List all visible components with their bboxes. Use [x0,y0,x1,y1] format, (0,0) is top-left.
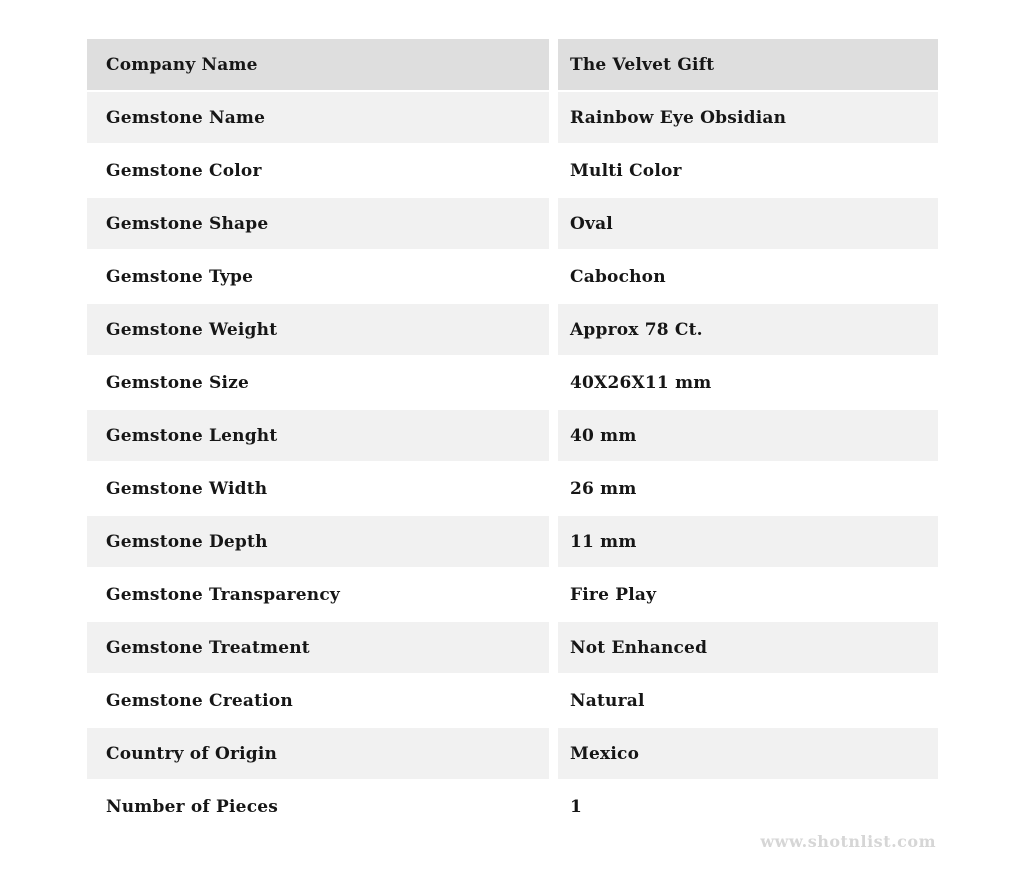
table-row [87,251,938,304]
table-row [87,92,938,145]
gemstone-spec-table [87,39,938,834]
row-label: Gemstone Color [87,145,549,198]
row-label: Gemstone Lenght [87,410,549,463]
table-row [87,516,938,569]
table-row [87,781,938,834]
table-row [87,463,938,516]
row-value: 40X26X11 mm [549,357,938,410]
table-row [87,198,938,251]
row-value: Cabochon [549,251,938,304]
row-value: The Velvet Gift [549,39,938,92]
row-label: Gemstone Transparency [87,569,549,622]
row-value: Oval [549,198,938,251]
table-row [87,410,938,463]
row-value: Rainbow Eye Obsidian [549,92,938,145]
row-label: Gemstone Type [87,251,549,304]
row-value: Not Enhanced [549,622,938,675]
row-label: Company Name [87,39,549,92]
row-value: 26 mm [549,463,938,516]
row-label: Gemstone Weight [87,304,549,357]
row-value: Mexico [549,728,938,781]
row-label: Country of Origin [87,728,549,781]
table-row [87,622,938,675]
row-label: Gemstone Width [87,463,549,516]
table-row [87,145,938,198]
watermark: www.shotnlist.com [760,832,936,851]
row-value: 40 mm [549,410,938,463]
row-label: Gemstone Treatment [87,622,549,675]
table-row [87,675,938,728]
table-row [87,728,938,781]
row-label: Gemstone Name [87,92,549,145]
row-label: Gemstone Depth [87,516,549,569]
row-label: Number of Pieces [87,781,549,834]
row-label: Gemstone Shape [87,198,549,251]
row-value: Natural [549,675,938,728]
row-value: 1 [549,781,938,834]
row-label: Gemstone Size [87,357,549,410]
table-row [87,304,938,357]
table-row [87,357,938,410]
row-value: 11 mm [549,516,938,569]
table-row [87,569,938,622]
row-value: Multi Color [549,145,938,198]
table-row [87,39,938,92]
row-value: Approx 78 Ct. [549,304,938,357]
row-value: Fire Play [549,569,938,622]
row-label: Gemstone Creation [87,675,549,728]
